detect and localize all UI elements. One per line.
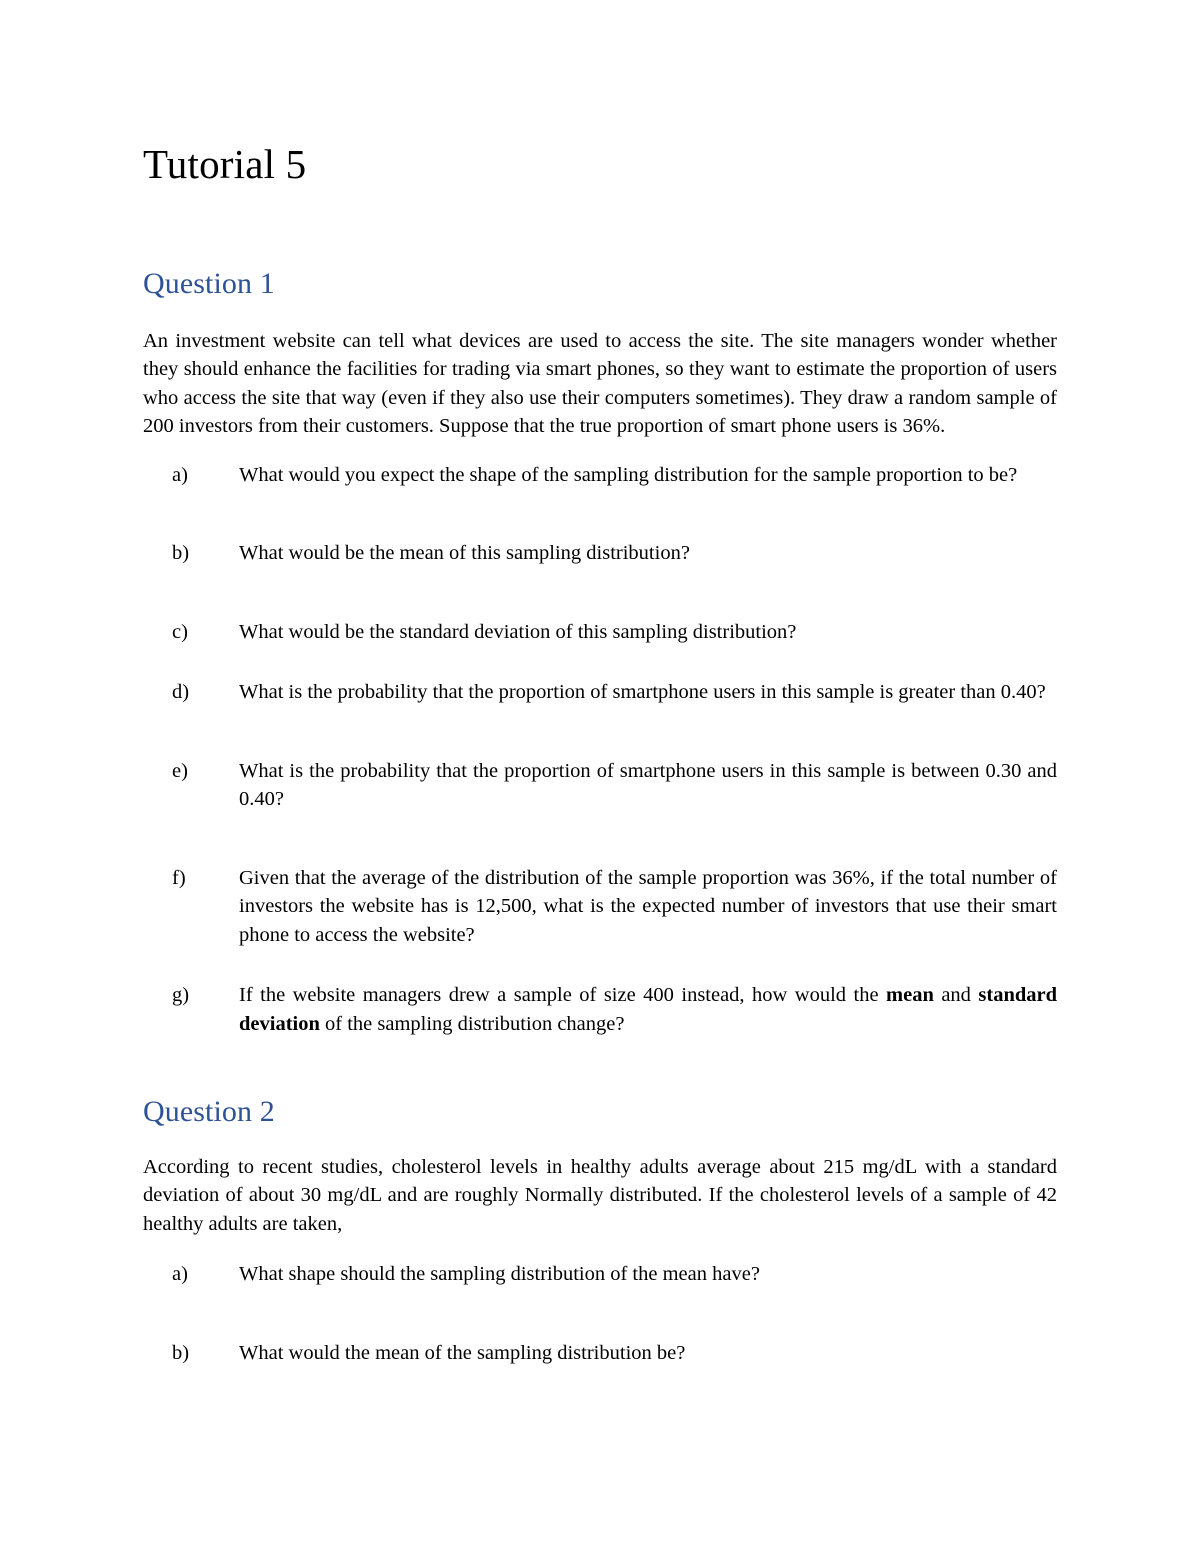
spacer (143, 949, 1057, 981)
list-item (172, 981, 1057, 1038)
question-1-sub-questions (143, 461, 1057, 1039)
spacer (143, 441, 1057, 461)
list-item-marker: b) (172, 542, 190, 565)
list-item (172, 539, 1057, 568)
list-item-text-bold-standard-deviation: standard deviation (239, 984, 1057, 1035)
list-item-text: What shape should the sampling distribution of the mean have? (239, 1263, 760, 1286)
list-item-text: What would be the mean of this sampling distribution? (239, 542, 690, 565)
list-item-marker: a) (172, 1263, 188, 1286)
list-item (172, 461, 1057, 490)
list-item-marker: g) (172, 984, 190, 1007)
list-item-text: What would the mean of the sampling distribution be? (239, 1341, 686, 1364)
question-2-sub-questions (143, 1260, 1057, 1367)
spacer (143, 707, 1057, 757)
section-intro-question-2: According to recent studies, cholesterol levels in healthy adults average about 215 mg/dL with a standard deviation of about 30 mg/dL and are roughly Normally distributed. If the cholesterol levels of a sample of 42 healthy adults are taken, (143, 1155, 1057, 1235)
list-item-text: What would be the standard deviation of this sampling distribution? (239, 620, 797, 643)
spacer (143, 568, 1057, 618)
list-item (172, 678, 1057, 707)
spacer (143, 646, 1057, 678)
list-item-text-bold-mean: mean (886, 984, 934, 1007)
list-item (172, 1339, 1057, 1368)
list-item-marker: f) (172, 866, 186, 889)
list-item (172, 1260, 1057, 1289)
section-heading-question-2: Question 2 (143, 1095, 275, 1129)
list-item-text (239, 981, 1057, 1038)
spacer (143, 1289, 1057, 1339)
list-item-text-segment: If the website managers drew a sample of size 400 instead, how would the (239, 984, 887, 1007)
list-item (172, 757, 1057, 814)
spacer (143, 489, 1057, 539)
list-item-text: What is the probability that the proportion of smartphone users in this sample is between 0.30 and 0.40? (239, 759, 1057, 811)
section-intro-question-1: An investment website can tell what devices are used to access the site. The site managers wonder whether they should enhance the facilities for trading via smart phones, so they want to estimate the proportion of users who access the site that way (even if they also use their computers sometimes). They draw a random sample of 200 investors from their customers. Suppose that the true proportion of smart phone users is 36%. (143, 329, 1057, 438)
list-item-text-segment: and (933, 984, 979, 1007)
list-item-text: What would you expect the shape of the sampling distribution for the sample proportion to be? (239, 463, 1018, 486)
spacer (143, 1238, 1057, 1260)
list-item-marker: a) (172, 463, 188, 486)
list-item (172, 618, 1057, 647)
spacer (143, 814, 1057, 864)
list-item-marker: b) (172, 1341, 190, 1364)
list-item-marker: d) (172, 681, 190, 704)
list-item (172, 864, 1057, 950)
list-item-text: Given that the average of the distribution of the sample proportion was 36%, if the total number of investors the website has is 12,500, what is the expected number of investors that use their smart phone to access the website? (239, 866, 1057, 946)
page-title: Tutorial 5 (143, 141, 307, 187)
section-heading-question-1: Question 1 (143, 267, 275, 301)
list-item-marker: e) (172, 759, 188, 782)
list-item-marker: c) (172, 620, 188, 643)
list-item-text-segment: of the sampling distribution change? (319, 1012, 625, 1035)
list-item-text: What is the probability that the proportion of smartphone users in this sample is greater than 0.40? (239, 681, 1046, 704)
